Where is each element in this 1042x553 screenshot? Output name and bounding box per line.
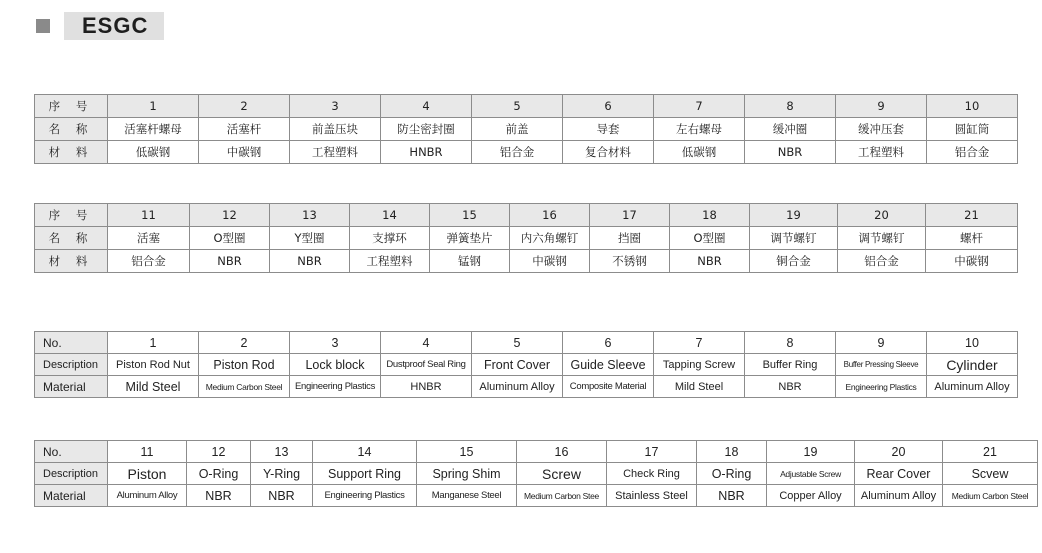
cell-name: O型圈 (670, 227, 750, 250)
cell-material: Engineering Plastics (836, 376, 927, 398)
cell-number: 2 (199, 332, 290, 354)
cell-description: Piston Rod (199, 354, 290, 376)
cell-number: 19 (767, 441, 855, 463)
cell-material: Composite Material (563, 376, 654, 398)
cell-number: 17 (607, 441, 697, 463)
cell-material: 铝合金 (838, 250, 926, 273)
material-row (35, 376, 1018, 398)
cell-number: 3 (290, 332, 381, 354)
cell-material: 中碳钢 (510, 250, 590, 273)
cell-material: Mild Steel (108, 376, 199, 398)
material-row (35, 250, 1018, 273)
cell-number: 18 (697, 441, 767, 463)
cell-material: Manganese Steel (417, 485, 517, 507)
cell-name: Y型圈 (270, 227, 350, 250)
label-number: 序 号 (35, 204, 108, 227)
cell-material: 低碳钢 (654, 141, 745, 164)
cell-number: 21 (943, 441, 1038, 463)
cell-material: 不锈钢 (590, 250, 670, 273)
cell-material: NBR (745, 141, 836, 164)
cell-name: 导套 (563, 118, 654, 141)
cell-material: HNBR (381, 141, 472, 164)
cell-name: 活塞杆螺母 (108, 118, 199, 141)
cn-parts-table-2 (34, 203, 1018, 273)
cell-number: 5 (472, 332, 563, 354)
label-material: Material (35, 485, 108, 507)
cell-material: 铝合金 (108, 250, 190, 273)
cell-description: Check Ring (607, 463, 697, 485)
cell-number: 7 (654, 332, 745, 354)
cell-description: Guide Sleeve (563, 354, 654, 376)
material-row (35, 141, 1018, 164)
name-row (35, 227, 1018, 250)
label-name: 名 称 (35, 118, 108, 141)
cell-material: NBR (697, 485, 767, 507)
label-material: Material (35, 376, 108, 398)
cell-material: 复合材料 (563, 141, 654, 164)
label-material: 材 料 (35, 250, 108, 273)
cell-material: NBR (745, 376, 836, 398)
cell-name: 弹簧垫片 (430, 227, 510, 250)
cell-number: 17 (590, 204, 670, 227)
cell-material: Medium Carbon Steel (943, 485, 1038, 507)
cell-description: Y-Ring (251, 463, 313, 485)
cell-name: 活塞 (108, 227, 190, 250)
cell-material: 工程塑料 (350, 250, 430, 273)
cell-material: Aluminum Alloy (855, 485, 943, 507)
cell-material: Aluminum Alloy (927, 376, 1018, 398)
cell-number: 18 (670, 204, 750, 227)
cell-number: 4 (381, 95, 472, 118)
name-row (35, 118, 1018, 141)
cell-number: 1 (108, 332, 199, 354)
cell-description: Piston Rod Nut (108, 354, 199, 376)
cell-name: 调节螺钉 (838, 227, 926, 250)
cell-number: 1 (108, 95, 199, 118)
cell-material: Aluminum Alloy (472, 376, 563, 398)
cell-material: 工程塑料 (290, 141, 381, 164)
cell-name: 左右螺母 (654, 118, 745, 141)
cell-number: 6 (563, 332, 654, 354)
number-row (35, 332, 1018, 354)
cell-number: 11 (108, 441, 187, 463)
cell-number: 13 (270, 204, 350, 227)
description-row (35, 463, 1038, 485)
cell-description: Support Ring (313, 463, 417, 485)
cell-description: Front Cover (472, 354, 563, 376)
label-name: 名 称 (35, 227, 108, 250)
cell-description: Lock block (290, 354, 381, 376)
cell-number: 21 (926, 204, 1018, 227)
cell-number: 9 (836, 332, 927, 354)
cell-name: 前盖 (472, 118, 563, 141)
cell-number: 7 (654, 95, 745, 118)
cell-material: 铜合金 (750, 250, 838, 273)
cell-description: Spring Shim (417, 463, 517, 485)
cell-description: Rear Cover (855, 463, 943, 485)
cell-name: O型圈 (190, 227, 270, 250)
cell-number: 10 (927, 95, 1018, 118)
cell-number: 16 (517, 441, 607, 463)
en-parts-table-2 (34, 440, 1038, 507)
cell-material: 铝合金 (927, 141, 1018, 164)
cell-number: 4 (381, 332, 472, 354)
label-material: 材 料 (35, 141, 108, 164)
cell-description: Screw (517, 463, 607, 485)
cell-description: O-Ring (187, 463, 251, 485)
cell-material: Medium Carbon Stee (517, 485, 607, 507)
cell-material: 工程塑料 (836, 141, 927, 164)
cell-material: Mild Steel (654, 376, 745, 398)
cn-parts-table-1 (34, 94, 1018, 164)
cell-number: 20 (838, 204, 926, 227)
label-description: Description (35, 463, 108, 485)
cell-description: Tapping Screw (654, 354, 745, 376)
cell-material: NBR (270, 250, 350, 273)
cell-description: Buffer Ring (745, 354, 836, 376)
number-row (35, 95, 1018, 118)
cell-material: 中碳钢 (926, 250, 1018, 273)
material-row (35, 485, 1038, 507)
cell-number: 14 (350, 204, 430, 227)
cell-number: 14 (313, 441, 417, 463)
cell-name: 缓冲压套 (836, 118, 927, 141)
cell-material: Aluminum Alloy (108, 485, 187, 507)
cell-number: 3 (290, 95, 381, 118)
cell-material: Engineering Plastics (313, 485, 417, 507)
cell-material: HNBR (381, 376, 472, 398)
cell-number: 20 (855, 441, 943, 463)
cell-description: Cylinder (927, 354, 1018, 376)
label-description: Description (35, 354, 108, 376)
cell-description: Dustproof Seal Ring (381, 354, 472, 376)
cell-number: 13 (251, 441, 313, 463)
cell-name: 螺杆 (926, 227, 1018, 250)
cell-description: Buffer Pressing Sleeve (836, 354, 927, 376)
label-number: No. (35, 441, 108, 463)
cell-material: NBR (187, 485, 251, 507)
section-header (36, 12, 164, 40)
page-title: ESGC (82, 13, 149, 38)
number-row (35, 441, 1038, 463)
cell-number: 11 (108, 204, 190, 227)
cell-name: 支撑环 (350, 227, 430, 250)
cell-number: 5 (472, 95, 563, 118)
cell-number: 15 (417, 441, 517, 463)
cell-material: 低碳钢 (108, 141, 199, 164)
description-row (35, 354, 1018, 376)
cell-description: Piston (108, 463, 187, 485)
cell-number: 12 (190, 204, 270, 227)
cell-material: 中碳钢 (199, 141, 290, 164)
cell-material: NBR (251, 485, 313, 507)
cell-number: 12 (187, 441, 251, 463)
square-bullet-icon (36, 19, 50, 33)
cell-number: 15 (430, 204, 510, 227)
cell-number: 8 (745, 95, 836, 118)
en-parts-table-1 (34, 331, 1018, 398)
cell-number: 19 (750, 204, 838, 227)
label-number: 序 号 (35, 95, 108, 118)
cell-material: Medium Carbon Steel (199, 376, 290, 398)
cell-material: NBR (670, 250, 750, 273)
cell-name: 调节螺钉 (750, 227, 838, 250)
cell-description: Adjustable Screw (767, 463, 855, 485)
cell-name: 前盖压块 (290, 118, 381, 141)
cell-material: Copper Alloy (767, 485, 855, 507)
cell-material: 铝合金 (472, 141, 563, 164)
cell-number: 8 (745, 332, 836, 354)
cell-description: O-Ring (697, 463, 767, 485)
cell-material: NBR (190, 250, 270, 273)
cell-material: Stainless Steel (607, 485, 697, 507)
cell-material: 锰钢 (430, 250, 510, 273)
cell-name: 缓冲圈 (745, 118, 836, 141)
cell-number: 16 (510, 204, 590, 227)
cell-description: Scvew (943, 463, 1038, 485)
cell-name: 防尘密封圈 (381, 118, 472, 141)
cell-name: 内六角螺钉 (510, 227, 590, 250)
cell-number: 6 (563, 95, 654, 118)
cell-name: 圆缸筒 (927, 118, 1018, 141)
cell-number: 9 (836, 95, 927, 118)
cell-number: 10 (927, 332, 1018, 354)
cell-material: Engineering Plastics (290, 376, 381, 398)
label-number: No. (35, 332, 108, 354)
cell-name: 挡圈 (590, 227, 670, 250)
cell-number: 2 (199, 95, 290, 118)
number-row (35, 204, 1018, 227)
title-box (64, 12, 164, 40)
cell-name: 活塞杆 (199, 118, 290, 141)
